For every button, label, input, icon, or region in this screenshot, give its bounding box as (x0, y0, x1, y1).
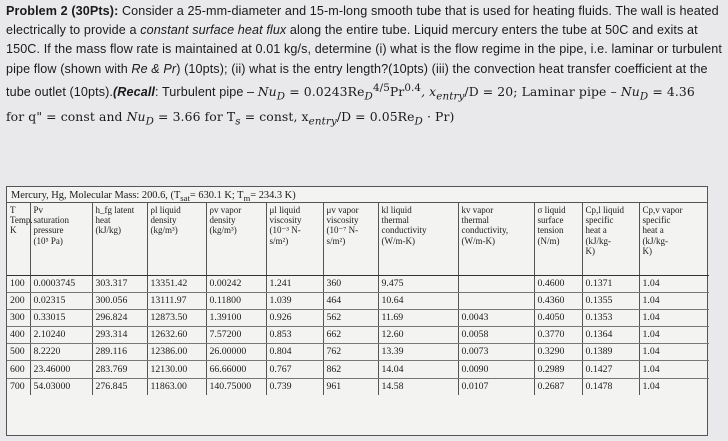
table-cell: 200 (7, 292, 30, 309)
table-cell: 0.1389 (582, 344, 639, 361)
table-cell: 1.039 (266, 292, 323, 309)
column-header: μl liquid viscosity (10⁻³ N- s/m²) (266, 203, 323, 275)
table-row (7, 309, 709, 326)
table-cell: 1.04 (639, 292, 709, 309)
problem-heading: Problem 2 (30Pts): (6, 4, 119, 18)
column-header: σ liquid surface tension (N/m) (534, 203, 582, 275)
table-cell: 0.739 (266, 378, 323, 395)
table-cell: 1.241 (266, 275, 323, 292)
table-cell: 11.69 (378, 309, 458, 326)
table-cell: 14.04 (378, 361, 458, 378)
mercury-properties-table (6, 186, 708, 436)
table-cell (458, 275, 534, 292)
table-cell: 0.1364 (582, 327, 639, 344)
table-row (7, 344, 709, 361)
column-header: kv vapor thermal conductivity, (W/m-K) (458, 203, 534, 275)
table-cell: 0.4050 (534, 309, 582, 326)
table-cell: 140.75000 (206, 378, 266, 395)
table-cell: 1.04 (639, 327, 709, 344)
table-cell: 0.0090 (458, 361, 534, 378)
table-cell: 0.3290 (534, 344, 582, 361)
table-cell: 600 (7, 361, 30, 378)
table-cell: 1.04 (639, 309, 709, 326)
table-cell: 14.58 (378, 378, 458, 395)
table-cell: 23.46000 (30, 361, 92, 378)
table-cell: 26.00000 (206, 344, 266, 361)
table-cell: 12632.60 (147, 327, 206, 344)
table-cell: 1.04 (639, 344, 709, 361)
table-cell: 961 (323, 378, 378, 395)
table-cell: 0.767 (266, 361, 323, 378)
table-cell: 289.116 (92, 344, 147, 361)
table-cell: 283.769 (92, 361, 147, 378)
table-row (7, 378, 709, 395)
table-cell: 700 (7, 378, 30, 395)
table-cell: 13111.97 (147, 292, 206, 309)
table-row (7, 292, 709, 309)
table-cell: 0.2989 (534, 361, 582, 378)
table-cell: 54.03000 (30, 378, 92, 395)
table-cell: 0.1427 (582, 361, 639, 378)
column-header: kl liquid thermal conductivity (W/m-K) (378, 203, 458, 275)
problem-statement (6, 2, 724, 131)
table-cell: 0.0043 (458, 309, 534, 326)
table-row (7, 327, 709, 344)
table-cell: 66.66000 (206, 361, 266, 378)
table-cell: 500 (7, 344, 30, 361)
table-cell: 0.0058 (458, 327, 534, 344)
problem-text-2: along the entire tube. Liquid mercury enters the tube at 50C and exits at 150C. If the mass flow rate is maintained at 0.01 kg/s, determine (i) what is the flow regime in the pipe, i.e. laminar or turbulent pipe flow (shown with (6, 23, 722, 76)
table-cell: 0.4360 (534, 292, 582, 309)
table-cell: 0.02315 (30, 292, 92, 309)
table-cell: 12873.50 (147, 309, 206, 326)
table-cell: 100 (7, 275, 30, 292)
column-header: μv vapor viscosity (10⁻⁷ N- s/m²) (323, 203, 378, 275)
table-cell: 0.0073 (458, 344, 534, 361)
table-cell (458, 292, 534, 309)
table-cell: 300.056 (92, 292, 147, 309)
table-cell: 13351.42 (147, 275, 206, 292)
column-header: ρl liquid density (kg/m³) (147, 203, 206, 275)
table-cell: 400 (7, 327, 30, 344)
table-header-row (7, 203, 709, 275)
table-caption: Mercury, Hg, Molecular Mass: 200.6, ($T_{sat}= 630.1$ K; $T_m= 234.3$ K) (7, 187, 707, 203)
table-cell: 0.0003745 (30, 275, 92, 292)
table-cell: 1.04 (642, 380, 660, 392)
table-cell: 10.64 (378, 292, 458, 309)
table-cell: 0.00242 (206, 275, 266, 292)
laminar-formula: for q" = const and $Nu_D = 3.66$ for $T_s$ = const, $x_{entry}/D = 0.05Re_D \cdot Pr$) (6, 108, 455, 128)
table-cell: 303.317 (92, 275, 147, 292)
table-cell: 0.1371 (582, 275, 639, 292)
problem-text-1: Consider a 25-mm-diameter and 15-m-long smooth tube that is used for heating fluids. The wall is heated electrically to provide a (6, 4, 719, 38)
table-cell: 9.475 (378, 275, 458, 292)
table-cell: 296.824 (92, 309, 147, 326)
table-cell: 12.60 (378, 327, 458, 344)
table-cell: 762 (323, 344, 378, 361)
table-cell: 0.926 (266, 309, 323, 326)
table-cell: 293.314 (92, 327, 147, 344)
recall-text: : Turbulent pipe – (155, 84, 258, 99)
table-cell: 13.39 (378, 344, 458, 361)
table-cell: 0.11800 (206, 292, 266, 309)
table-cell: 0.1478 (582, 378, 639, 395)
problem-text-3: ) (10pts); (ii) what is the entry length?(10pts) (iii) the convection heat transfer coefficient at the tube outlet (10pts). (6, 61, 708, 99)
table-cell: 12130.00 (147, 361, 206, 378)
table-cell: 276.845 (92, 378, 147, 395)
table-cell: 0.804 (266, 344, 323, 361)
problem-emphasis-2: Re & Pr (131, 61, 177, 76)
table-row (7, 275, 709, 292)
table-cell: 8.2220 (30, 344, 92, 361)
column-header: T Temp. K (7, 203, 30, 275)
table-cell: 464 (323, 292, 378, 309)
table-cell: 662 (323, 327, 378, 344)
table-cell: 0.3770 (534, 327, 582, 344)
table-cell: 11863.00 (147, 378, 206, 395)
table-cell: 0.853 (266, 327, 323, 344)
column-header: Cp,v vapor specific heat a (kJ/kg- K) (639, 203, 709, 275)
table-cell: 0.33015 (30, 309, 92, 326)
table-cell: 1.39100 (206, 309, 266, 326)
table-cell: 0.0107 (458, 378, 534, 395)
recall-label: (Recall (113, 84, 156, 99)
table-cell: 562 (323, 309, 378, 326)
table-cell: 0.2687 (534, 378, 582, 395)
problem-emphasis: constant surface heat flux (140, 23, 287, 38)
column-header: ρv vapor density (kg/m³) (206, 203, 266, 275)
table-cell: 0.1355 (582, 292, 639, 309)
table-cell: 12386.00 (147, 344, 206, 361)
properties-grid (7, 203, 709, 395)
table-cell: 0.4600 (534, 275, 582, 292)
column-header: h_fg latent heat (kJ/kg) (92, 203, 147, 275)
table-row (7, 361, 709, 378)
table-cell: 360 (323, 275, 378, 292)
table-cell: 2.10240 (30, 327, 92, 344)
turbulent-formula: $Nu_D = 0.0243Re_D^{4/5}Pr^{0.4}$, $x_{entry}/D = 20$; Laminar pipe – $Nu_D = 4.36$ (257, 81, 695, 103)
table-cell: 1.04 (639, 275, 709, 292)
table-cell: 1.04 (639, 361, 709, 378)
table-cell: 7.57200 (206, 327, 266, 344)
table-cell: 0.1353 (582, 309, 639, 326)
table-cell: 300 (7, 309, 30, 326)
column-header: Cp,l liquid specific heat a (kJ/kg- K) (582, 203, 639, 275)
column-header: Pv saturation pressure (10⁵ Pa) (30, 203, 92, 275)
table-cell: 862 (323, 361, 378, 378)
